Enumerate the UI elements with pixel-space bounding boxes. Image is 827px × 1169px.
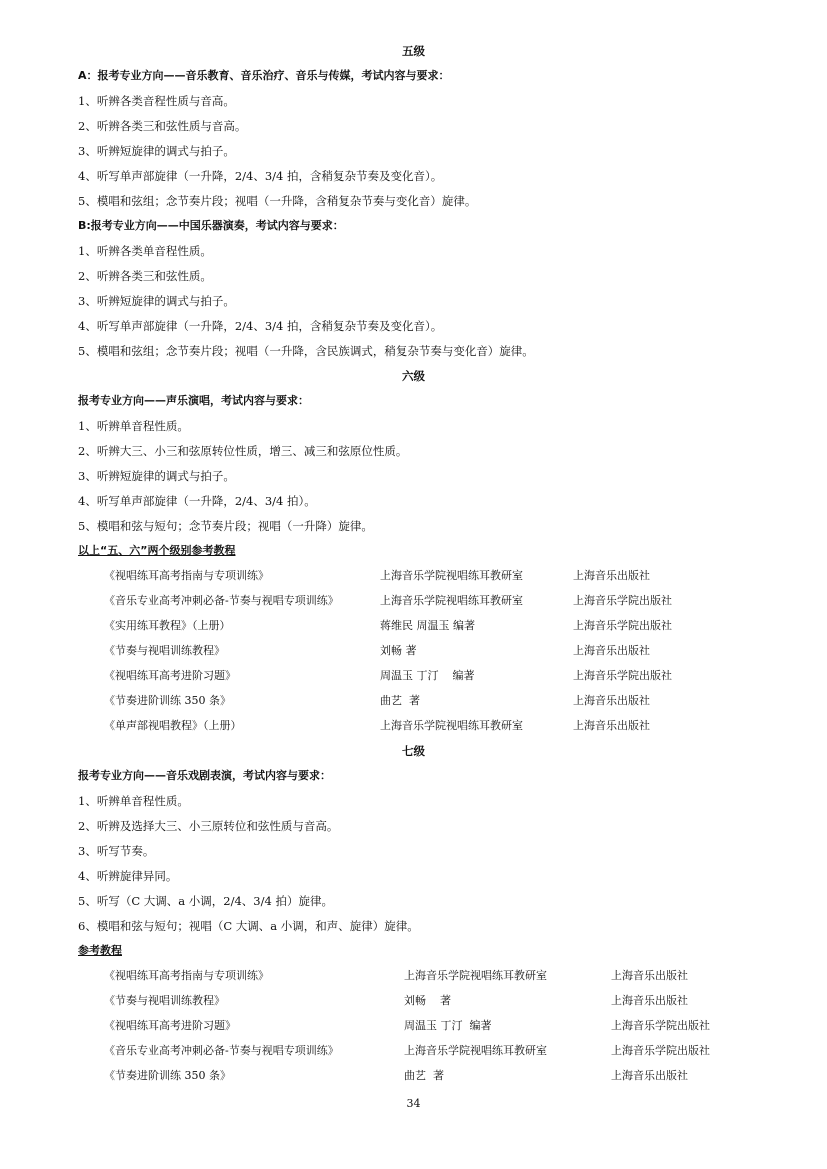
ref-author: 蒋维民 周温玉 编著 bbox=[380, 619, 475, 632]
ref-publisher: 上海音乐学院出版社 bbox=[573, 619, 672, 632]
ref-book: 《视唱练耳高考进阶习题》 bbox=[104, 669, 236, 682]
ref-publisher: 上海音乐学院出版社 bbox=[573, 669, 672, 682]
ref-publisher: 上海音乐出版社 bbox=[573, 569, 650, 582]
level5-section-a-heading: A：报考专业方向——音乐教育、音乐治疗、音乐与传媒，考试内容与要求： bbox=[78, 69, 450, 82]
ref-author: 上海音乐学院视唱练耳教研室 bbox=[404, 1044, 547, 1057]
ref-book: 《视唱练耳高考进阶习题》 bbox=[104, 1019, 236, 1032]
level5-b-item: 4、听写单声部旋律（一升降，2/4、3/4 拍，含稍复杂节奏及变化音）。 bbox=[78, 319, 443, 333]
level7-item: 2、听辨及选择大三、小三原转位和弦性质与音高。 bbox=[78, 819, 339, 833]
ref-publisher: 上海音乐学院出版社 bbox=[611, 1044, 710, 1057]
ref-publisher: 上海音乐出版社 bbox=[573, 694, 650, 707]
ref-author: 上海音乐学院视唱练耳教研室 bbox=[380, 569, 523, 582]
level7-item: 6、模唱和弦与短句；视唱（C 大调、a 小调，和声、旋律）旋律。 bbox=[78, 919, 419, 933]
ref-book: 《节奏与视唱训练教程》 bbox=[104, 994, 225, 1007]
refs56-heading: 以上“五、六”两个级别参考教程 bbox=[78, 544, 236, 557]
ref-book: 《节奏与视唱训练教程》 bbox=[104, 644, 225, 657]
ref-book: 《音乐专业高考冲刺必备-节奏与视唱专项训练》 bbox=[104, 1044, 339, 1057]
ref-author: 曲艺 著 bbox=[404, 1069, 444, 1082]
level5-b-item: 5、模唱和弦组；念节奏片段；视唱（一升降，含民族调式，稍复杂节奏与变化音）旋律。 bbox=[78, 344, 534, 358]
level6-item: 4、听写单声部旋律（一升降，2/4、3/4 拍）。 bbox=[78, 494, 316, 508]
level5-a-item: 5、模唱和弦组；念节奏片段；视唱（一升降，含稍复杂节奏与变化音）旋律。 bbox=[78, 194, 477, 208]
level6-item: 3、听辨短旋律的调式与拍子。 bbox=[78, 469, 235, 483]
ref-book: 《节奏进阶训练 350 条》 bbox=[104, 694, 231, 707]
ref-publisher: 上海音乐学院出版社 bbox=[573, 594, 672, 607]
ref-author: 曲艺 著 bbox=[380, 694, 420, 707]
level6-item: 2、听辨大三、小三和弦原转位性质，增三、减三和弦原位性质。 bbox=[78, 444, 408, 458]
ref-author: 上海音乐学院视唱练耳教研室 bbox=[404, 969, 547, 982]
ref-author: 周温玉 丁汀 编著 bbox=[404, 1019, 492, 1032]
ref-publisher: 上海音乐学院出版社 bbox=[611, 1019, 710, 1032]
level5-a-item: 1、听辨各类音程性质与音高。 bbox=[78, 94, 235, 108]
level5-b-item: 3、听辨短旋律的调式与拍子。 bbox=[78, 294, 235, 308]
level5-title: 五级 bbox=[402, 44, 425, 58]
ref-book: 《单声部视唱教程》（上册） bbox=[104, 719, 242, 732]
ref-author: 上海音乐学院视唱练耳教研室 bbox=[380, 594, 523, 607]
level6-item: 5、模唱和弦与短句；念节奏片段；视唱（一升降）旋律。 bbox=[78, 519, 373, 533]
level5-b-item: 1、听辨各类单音程性质。 bbox=[78, 244, 212, 258]
ref-book: 《视唱练耳高考指南与专项训练》 bbox=[104, 969, 269, 982]
ref-author: 刘畅 著 bbox=[404, 994, 451, 1007]
ref-author: 刘畅 著 bbox=[380, 644, 417, 657]
level7-item: 4、听辨旋律异同。 bbox=[78, 869, 178, 883]
level6-title: 六级 bbox=[402, 369, 425, 383]
refs7-heading: 参考教程 bbox=[78, 944, 122, 957]
level7-item: 3、听写节奏。 bbox=[78, 844, 155, 858]
ref-author: 上海音乐学院视唱练耳教研室 bbox=[380, 719, 523, 732]
level5-a-item: 3、听辨短旋律的调式与拍子。 bbox=[78, 144, 235, 158]
level5-section-b-heading: B:报考专业方向——中国乐器演奏，考试内容与要求： bbox=[78, 219, 344, 232]
ref-book: 《视唱练耳高考指南与专项训练》 bbox=[104, 569, 269, 582]
level5-a-item: 4、听写单声部旋律（一升降，2/4、3/4 拍，含稍复杂节奏及变化音）。 bbox=[78, 169, 443, 183]
level6-heading: 报考专业方向——声乐演唱，考试内容与要求： bbox=[78, 394, 309, 407]
level7-heading: 报考专业方向——音乐戏剧表演，考试内容与要求： bbox=[78, 769, 331, 782]
page-number: 34 bbox=[406, 1097, 421, 1110]
level7-item: 5、听写（C 大调、a 小调，2/4、3/4 拍）旋律。 bbox=[78, 894, 333, 908]
level5-a-item: 2、听辨各类三和弦性质与音高。 bbox=[78, 119, 247, 133]
ref-author: 周温玉 丁汀 编著 bbox=[380, 669, 475, 682]
ref-publisher: 上海音乐出版社 bbox=[611, 1069, 688, 1082]
level6-item: 1、听辨单音程性质。 bbox=[78, 419, 189, 433]
ref-book: 《音乐专业高考冲刺必备-节奏与视唱专项训练》 bbox=[104, 594, 339, 607]
ref-publisher: 上海音乐出版社 bbox=[573, 719, 650, 732]
level5-b-item: 2、听辨各类三和弦性质。 bbox=[78, 269, 212, 283]
ref-book: 《节奏进阶训练 350 条》 bbox=[104, 1069, 231, 1082]
ref-publisher: 上海音乐出版社 bbox=[573, 644, 650, 657]
level7-item: 1、听辨单音程性质。 bbox=[78, 794, 189, 808]
ref-publisher: 上海音乐出版社 bbox=[611, 994, 688, 1007]
level7-title: 七级 bbox=[402, 744, 425, 758]
ref-publisher: 上海音乐出版社 bbox=[611, 969, 688, 982]
ref-book: 《实用练耳教程》（上册） bbox=[104, 619, 231, 632]
